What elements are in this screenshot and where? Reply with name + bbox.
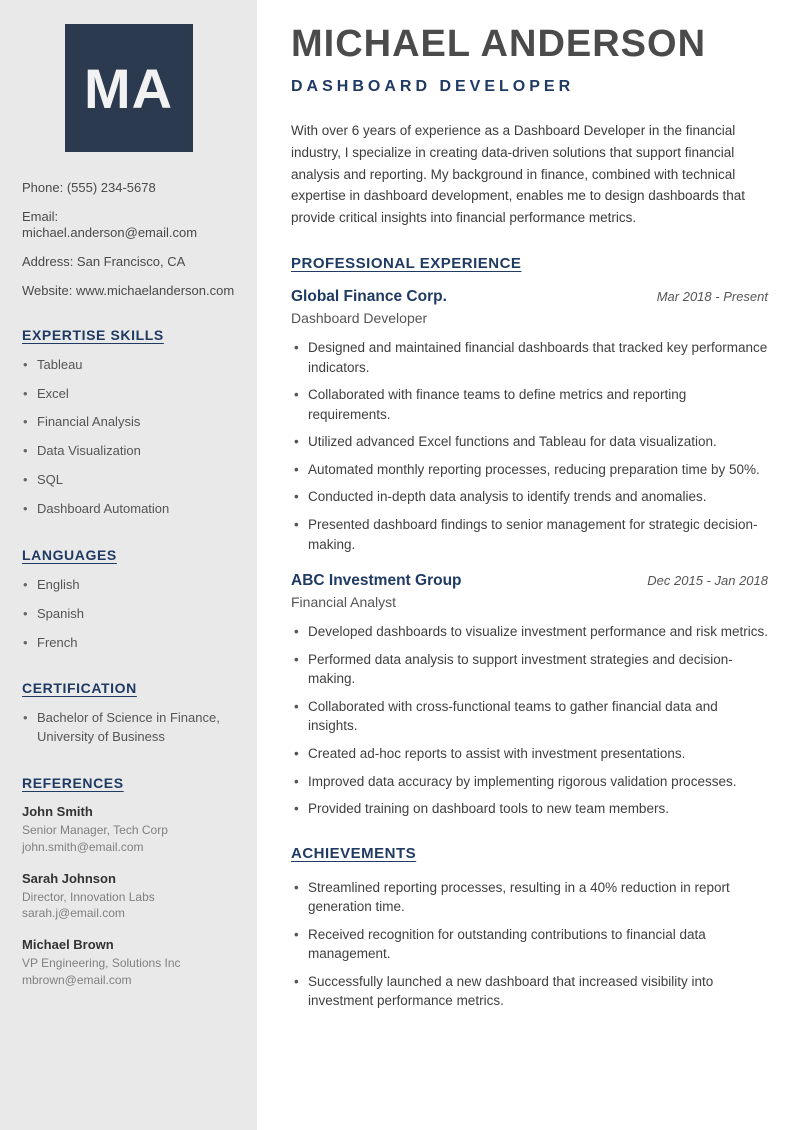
- skill-item: • SQL: [22, 471, 235, 490]
- reference-title: Director, Innovation Labs: [22, 889, 155, 904]
- job-title: Dashboard Developer: [291, 310, 428, 327]
- reference-name: John Smith: [22, 804, 93, 820]
- reference-email: mbrown@email.com: [22, 973, 132, 988]
- reference-name: Sarah Johnson: [22, 870, 116, 886]
- job-bullet: • Conducted in-depth data analysis to identify trends and anomalies.: [291, 487, 768, 507]
- achievement-bullet: • Streamlined reporting processes, resulting in a 40% reduction in report generation time.: [291, 878, 768, 917]
- references-list: [22, 804, 235, 989]
- company-name: ABC Investment Group: [291, 572, 462, 590]
- sidebar: [0, 0, 257, 1130]
- company-name: Global Finance Corp.: [291, 288, 447, 306]
- achievement-bullet: • Successfully launched a new dashboard that increased visibility into investment performance metrics.: [291, 972, 768, 1011]
- skills-section: [22, 327, 235, 519]
- avatar: [65, 24, 193, 152]
- reference-person: [22, 871, 235, 923]
- contact-item: Address: San Francisco, CA: [22, 253, 186, 269]
- achievements-section: [291, 845, 768, 1011]
- job-bullet: • Provided training on dashboard tools to new team members.: [291, 799, 768, 819]
- skill-item: • Financial Analysis: [22, 413, 235, 432]
- language-item: • English: [22, 576, 235, 595]
- job-bullet: • Improved data accuracy by implementing rigorous validation processes.: [291, 772, 768, 792]
- skill-item: • Data Visualization: [22, 442, 235, 461]
- reference-email: sarah.j@email.com: [22, 906, 125, 921]
- languages-section: [22, 547, 235, 653]
- contact-item: Website: www.michaelanderson.com: [22, 282, 235, 298]
- main-content: [257, 0, 800, 1130]
- certification-section: [22, 680, 235, 747]
- candidate-name: MICHAEL ANDERSON: [291, 23, 707, 65]
- job-entry: [291, 572, 768, 819]
- reference-title: Senior Manager, Tech Corp: [22, 823, 168, 838]
- achievement-bullet: • Received recognition for outstanding contributions to financial data management.: [291, 925, 768, 964]
- job-bullet: • Developed dashboards to visualize investment performance and risk metrics.: [291, 622, 768, 642]
- job-dates: Dec 2015 - Jan 2018: [647, 573, 768, 589]
- reference-title: VP Engineering, Solutions Inc: [22, 956, 181, 971]
- job-bullet: • Automated monthly reporting processes, reducing preparation time by 50%.: [291, 460, 768, 480]
- job-bullets: [291, 622, 768, 819]
- contact-list: [22, 180, 235, 299]
- contact-item: Email: michael.anderson@email.com: [22, 208, 198, 240]
- skill-item: • Dashboard Automation: [22, 500, 235, 519]
- job-bullet: • Presented dashboard findings to senior management for strategic decision-making.: [291, 515, 768, 554]
- job-header: [291, 288, 768, 306]
- job-bullet: • Performed data analysis to support investment strategies and decision-making.: [291, 650, 768, 689]
- experience-heading: PROFESSIONAL EXPERIENCE: [291, 255, 522, 273]
- reference-name: Michael Brown: [22, 937, 114, 953]
- experience-section: [291, 255, 768, 819]
- summary-text: With over 6 years of experience as a Dashboard Developer in the financial industry, I specialize in creating data-driven solutions that support financial analysis and reporting. My background in finance, combined with technical expertise in dashboard development, enables me to design dashboards that provide critical insights into financial performance metrics.: [291, 122, 746, 226]
- language-item: • French: [22, 634, 235, 653]
- achievements-bullets: [291, 878, 768, 1011]
- job-bullet: • Designed and maintained financial dashboards that tracked key performance indicators.: [291, 338, 768, 377]
- certification-list: [22, 709, 235, 747]
- candidate-role: DASHBOARD DEVELOPER: [291, 77, 575, 95]
- job-bullet: • Collaborated with cross-functional teams to gather financial data and insights.: [291, 697, 768, 736]
- job-entry: [291, 288, 768, 554]
- reference-person: [22, 937, 235, 989]
- job-title: Financial Analyst: [291, 594, 397, 611]
- reference-person: [22, 804, 235, 856]
- certification-heading: CERTIFICATION: [22, 680, 137, 697]
- skills-list: [22, 356, 235, 519]
- job-bullet: • Collaborated with finance teams to define metrics and reporting requirements.: [291, 385, 768, 424]
- reference-email: john.smith@email.com: [22, 839, 144, 854]
- job-bullet: • Created ad-hoc reports to assist with investment presentations.: [291, 744, 768, 764]
- references-heading: REFERENCES: [22, 775, 124, 792]
- skill-item: • Excel: [22, 385, 235, 404]
- language-item: • Spanish: [22, 605, 235, 624]
- languages-list: [22, 576, 235, 653]
- skill-item: • Tableau: [22, 356, 235, 375]
- contact-item: Phone: (555) 234-5678: [22, 180, 156, 195]
- languages-heading: LANGUAGES: [22, 546, 117, 563]
- job-header: [291, 572, 768, 590]
- job-dates: Mar 2018 - Present: [656, 289, 768, 305]
- skills-heading: EXPERTISE SKILLS: [22, 326, 164, 343]
- certification-item: • Bachelor of Science in Finance, University of Business: [22, 709, 235, 747]
- achievements-heading: ACHIEVEMENTS: [291, 844, 417, 862]
- avatar-initials: MA: [83, 56, 174, 120]
- references-section: [22, 775, 235, 989]
- job-bullet: • Utilized advanced Excel functions and Tableau for data visualization.: [291, 432, 768, 452]
- job-bullets: [291, 338, 768, 554]
